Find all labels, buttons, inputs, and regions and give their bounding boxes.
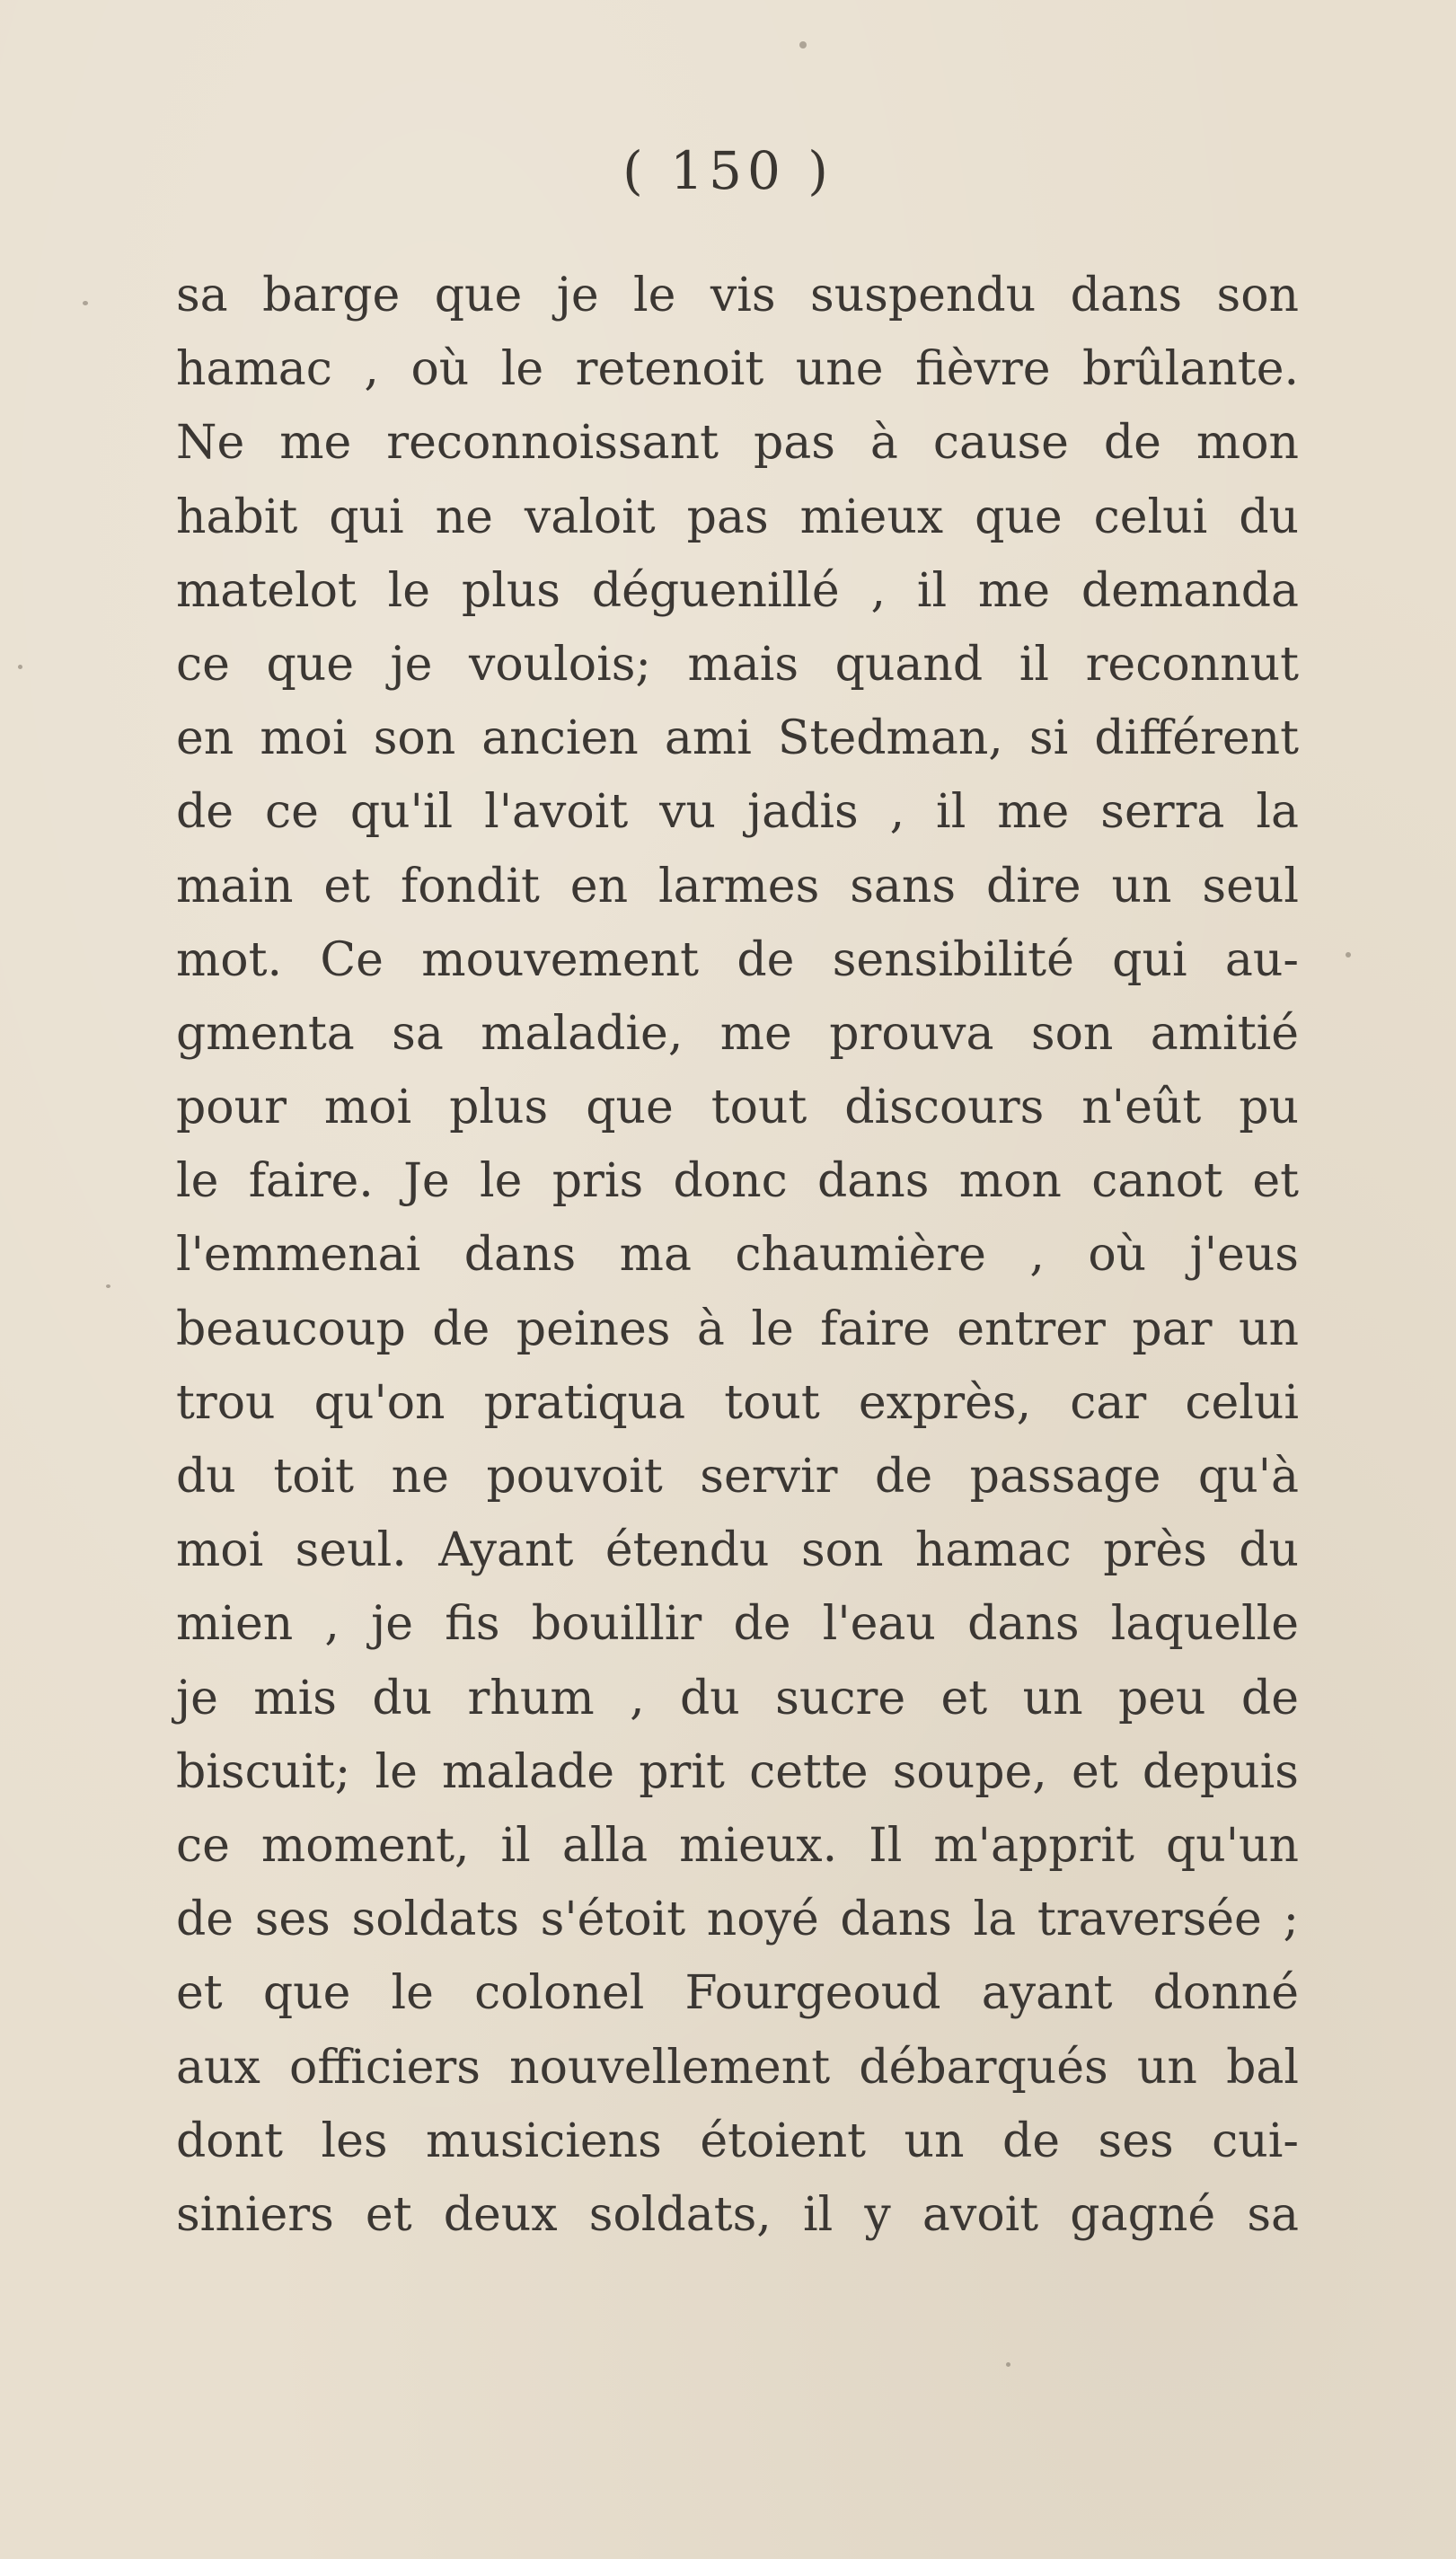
text-line: mot. Ce mouvement de sensibilité qui au- xyxy=(176,932,1299,987)
text-line: biscuit; le malade prit cette soupe, et depuis xyxy=(176,1744,1299,1799)
text-line: dont les musiciens étoient un de ses cui- xyxy=(176,2113,1299,2168)
text-line: trou qu'on pratiqua tout exprès, car celui xyxy=(176,1375,1299,1430)
text-line: sa barge que je le vis suspendu dans son xyxy=(176,269,1299,322)
text-line: hamac , où le retenoit une fièvre brûlante. xyxy=(176,342,1299,397)
text-line: l'emmenai dans ma chaumière , où j'eus xyxy=(176,1228,1299,1283)
text-line: matelot le plus déguenillé , il me demanda xyxy=(176,563,1299,618)
paper-speck xyxy=(1346,952,1351,957)
paper-speck xyxy=(1006,2362,1010,2367)
text-line: beaucoup de peines à le faire entrer par un xyxy=(176,1302,1299,1356)
paper-speck xyxy=(18,665,22,669)
text-line: mien , je fis bouillir de l'eau dans laquelle xyxy=(176,1597,1299,1652)
text-line: gmenta sa maladie, me prouva son amitié xyxy=(176,1006,1299,1061)
text-line: ce que je voulois; mais quand il reconnut xyxy=(176,637,1299,692)
text-line: Ne me reconnoissant pas à cause de mon xyxy=(176,416,1299,471)
text-line: pour moi plus que tout discours n'eût pu xyxy=(176,1081,1299,1135)
text-line: le faire. Je le pris donc dans mon canot et xyxy=(176,1154,1299,1209)
paper-speck xyxy=(106,1284,110,1288)
paper-speck xyxy=(83,301,88,305)
text-line: je mis du rhum , du sucre et un peu de xyxy=(176,1671,1299,1725)
text-line: et que le colonel Fourgeoud ayant donné xyxy=(176,1966,1299,2021)
page-number: ( 150 ) xyxy=(622,140,834,201)
text-line: aux officiers nouvellement débarqués un bal xyxy=(176,2040,1299,2095)
paper-speck xyxy=(799,41,807,49)
text-line: de ses soldats s'étoit noyé dans la traversée ; xyxy=(176,1893,1299,1947)
text-line: main et fondit en larmes sans dire un seul xyxy=(176,859,1299,913)
text-line: ce moment, il alla mieux. Il m'apprit qu'un xyxy=(176,1818,1299,1873)
body-text xyxy=(176,259,1299,2252)
text-line: siniers et deux soldats, il y avoit gagné sa xyxy=(176,2187,1299,2242)
text-line: moi seul. Ayant étendu son hamac près du xyxy=(176,1523,1299,1578)
text-line: du toit ne pouvoit servir de passage qu'à xyxy=(176,1450,1299,1504)
text-line: de ce qu'il l'avoit vu jadis , il me serra la xyxy=(176,785,1299,840)
text-line: habit qui ne valoit pas mieux que celui du xyxy=(176,490,1299,544)
text-line: en moi son ancien ami Stedman, si différent xyxy=(176,711,1299,766)
